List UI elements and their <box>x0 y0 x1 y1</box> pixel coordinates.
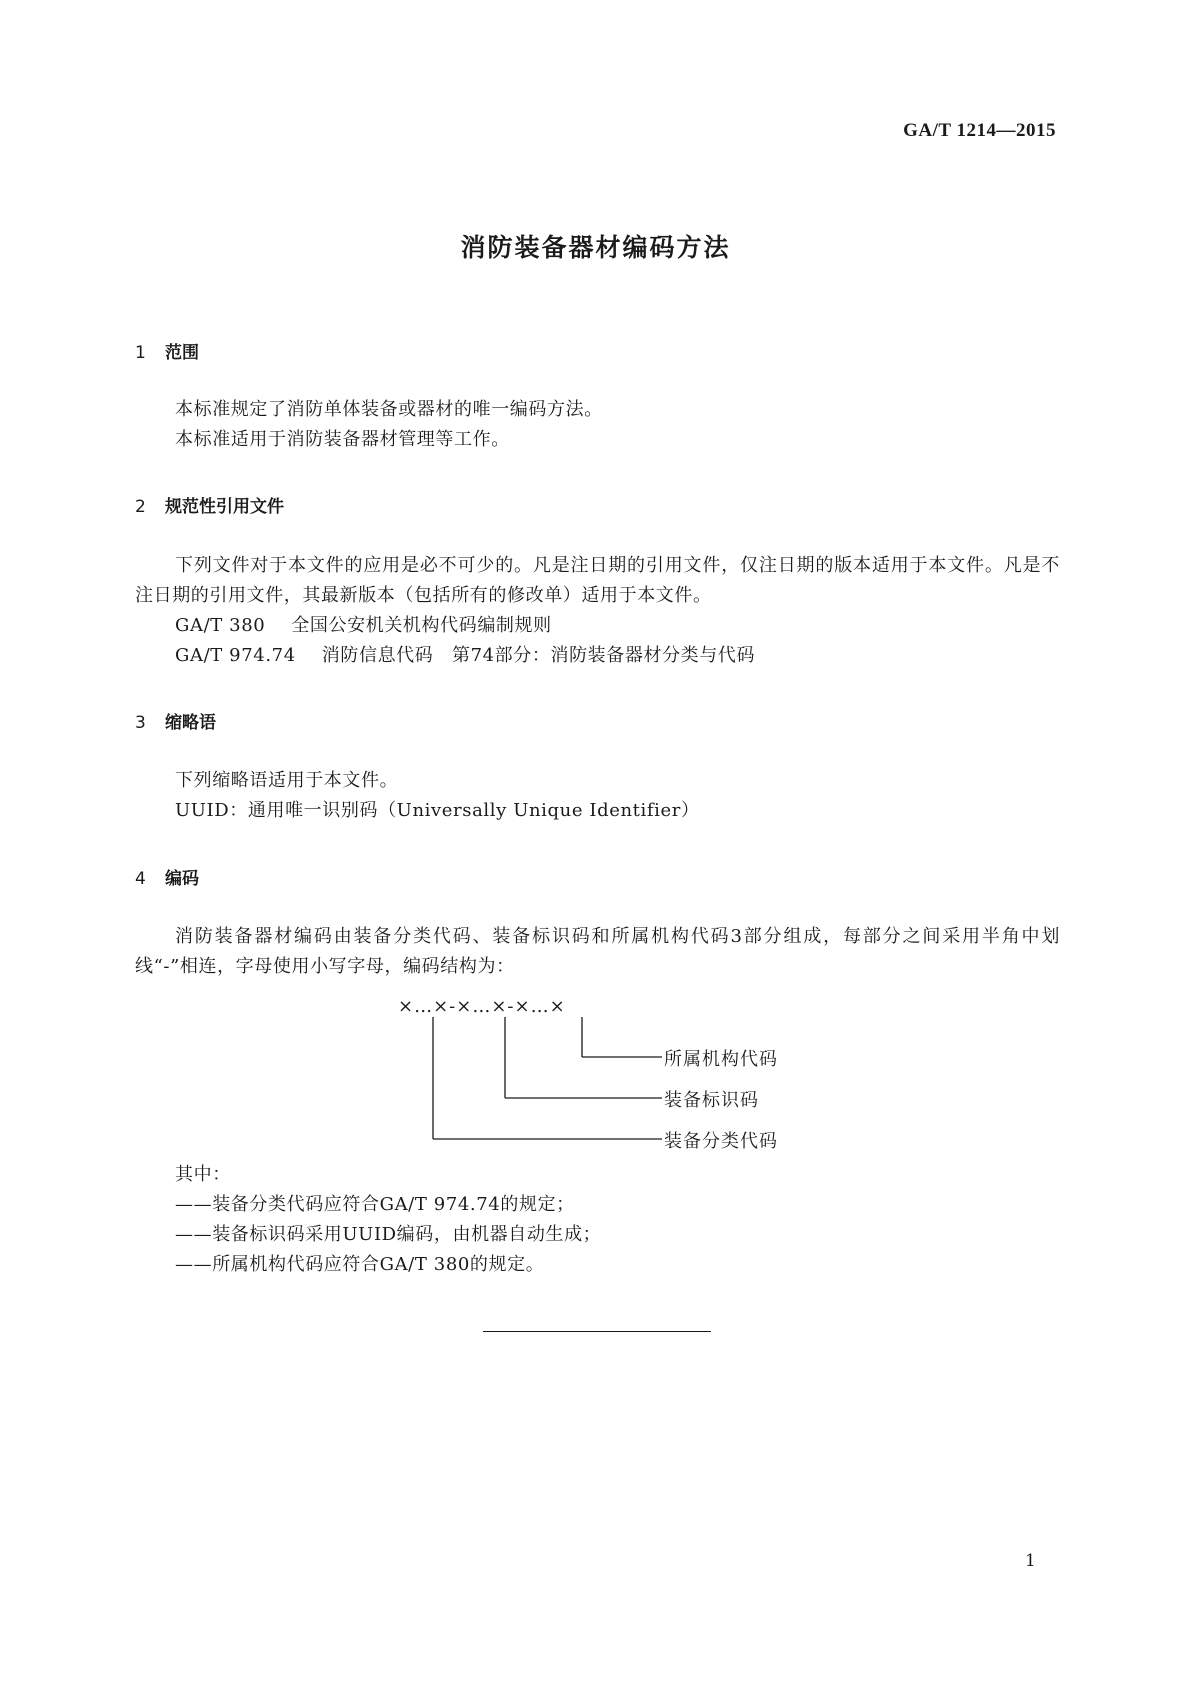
note-item: ——装备标识码采用UUID编码，由机器自动生成； <box>175 1224 602 1245</box>
reference-code: GA/T 974.74 <box>175 645 296 666</box>
section-title: 规范性引用文件 <box>165 497 284 517</box>
section-number: 1 <box>135 343 146 363</box>
note-item: ——所属机构代码应符合GA/T 380的规定。 <box>175 1254 545 1275</box>
section-3-line-2: UUID：通用唯一识别码（Universally Unique Identifier） <box>175 800 700 821</box>
label-equipment-id: 装备标识码 <box>664 1090 759 1111</box>
section-title: 范围 <box>165 343 199 363</box>
section-4-heading <box>135 864 199 889</box>
document-title: 消防装备器材编码方法 <box>460 233 731 262</box>
page-number: 1 <box>1025 1551 1036 1571</box>
note-item: ——装备分类代码应符合GA/T 974.74的规定； <box>175 1194 575 1215</box>
notes-heading: 其中： <box>175 1164 231 1185</box>
section-2-heading <box>135 492 284 517</box>
end-rule <box>483 1331 711 1332</box>
section-1-line-2: 本标准适用于消防装备器材管理等工作。 <box>175 429 510 450</box>
section-2-intro: 下列文件对于本文件的应用是必不可少的。凡是注日期的引用文件，仅注日期的版本适用于本文件。凡是不注日期的引用文件，其最新版本（包括所有的修改单）适用于本文件。 <box>135 555 1060 606</box>
code-pattern: ×…×-×…×-×…× <box>398 996 566 1017</box>
section-number: 4 <box>135 869 146 889</box>
reference-item <box>175 641 755 671</box>
section-number: 3 <box>135 713 146 733</box>
label-org-code: 所属机构代码 <box>664 1049 778 1070</box>
section-4-intro: 消防装备器材编码由装备分类代码、装备标识码和所属机构代码3部分组成，每部分之间采用半角中划线“-”相连，字母使用小写字母，编码结构为： <box>135 926 1060 977</box>
section-title: 缩略语 <box>165 713 216 733</box>
reference-title: 消防信息代码 第74部分：消防装备器材分类与代码 <box>321 645 756 666</box>
section-1-heading <box>135 338 199 363</box>
standard-number: GA/T 1214—2015 <box>903 120 1056 141</box>
section-title: 编码 <box>165 869 199 889</box>
reference-item <box>175 611 552 641</box>
section-number: 2 <box>135 497 146 517</box>
reference-code: GA/T 380 <box>175 615 266 636</box>
label-classification-code: 装备分类代码 <box>664 1131 778 1152</box>
section-3-line-1: 下列缩略语适用于本文件。 <box>175 770 399 791</box>
reference-title: 全国公安机关机构代码编制规则 <box>291 615 552 636</box>
section-1-line-1: 本标准规定了消防单体装备或器材的唯一编码方法。 <box>175 399 603 420</box>
section-3-heading <box>135 708 216 733</box>
